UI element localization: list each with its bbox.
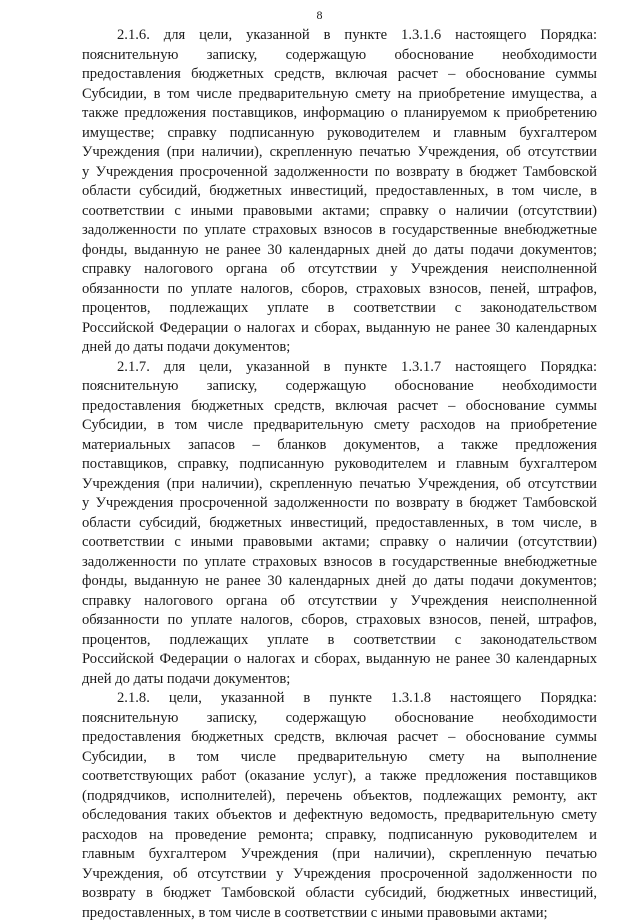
paragraph-line: 2.1.8. цели, указанной в пункте 1.3.1.8 настоящего Порядка: — [82, 689, 597, 709]
paragraph-line: области субсидий, бюджетных инвестиций, предоставленных, в том числе, в — [82, 514, 597, 534]
paragraph-line: задолженности по уплате страховых взносов в государственные внебюджетные — [82, 221, 597, 241]
paragraph-line: соответствии с иными правовыми актами; справку о наличии (отсутствии) — [82, 202, 597, 222]
paragraph-p-2-1-7 — [82, 358, 597, 690]
paragraph-line: Учреждения (при наличии), скрепленную печатью Учреждения, об отсутствии — [82, 475, 597, 495]
paragraph-line: у Учреждения просроченной задолженности по возврату в бюджет Тамбовской — [82, 494, 597, 514]
paragraph-line: пояснительную записку, содержащую обоснование необходимости — [82, 46, 597, 66]
paragraph-line: соответствующих работ (оказание услуг), а также предложения поставщиков — [82, 767, 597, 787]
paragraph-line: справку налогового органа об отсутствии у Учреждения неисполненной — [82, 260, 597, 280]
paragraph-line: возврату в бюджет Тамбовской области субсидий, бюджетных инвестиций, — [82, 884, 597, 904]
paragraph-line: фонды, выданную не ранее 30 календарных дней до даты подачи документов; — [82, 241, 597, 261]
paragraph-line: Субсидии, в том числе предварительную смету расходов на приобретение — [82, 416, 597, 436]
paragraph-line: справку налогового органа об отсутствии у Учреждения неисполненной — [82, 592, 597, 612]
paragraph-line: 2.1.6. для цели, указанной в пункте 1.3.1.6 настоящего Порядка: — [82, 26, 597, 46]
paragraph-line: у Учреждения просроченной задолженности по возврату в бюджет Тамбовской — [82, 163, 597, 183]
paragraph-line: предоставления бюджетных средств, включая расчет – обоснование суммы — [82, 728, 597, 748]
paragraph-line: поставщиков, справку, подписанную руководителем и главным бухгалтером — [82, 455, 597, 475]
paragraph-line: Российской Федерации о налогах и сборах, выданную не ранее 30 календарных — [82, 319, 597, 339]
document-body — [82, 26, 597, 923]
paragraph-line: (подрядчиков, исполнителей), перечень объектов, подлежащих ремонту, акт — [82, 787, 597, 807]
paragraph-line: Российской Федерации о налогах и сборах, выданную не ранее 30 календарных — [82, 650, 597, 670]
paragraph-line: пояснительную записку, содержащую обоснование необходимости — [82, 377, 597, 397]
paragraph-line: области субсидий, бюджетных инвестиций, предоставленных, в том числе, в — [82, 182, 597, 202]
paragraph-line: также предложения поставщиков, информацию о планируемом к приобретению — [82, 104, 597, 124]
paragraph-line: дней до даты подачи документов; — [82, 338, 597, 358]
paragraph-line: предоставленных, в том числе в соответствии с иными правовыми актами; — [82, 904, 597, 923]
paragraph-line: материальных запасов – бланков документов, а также предложения — [82, 436, 597, 456]
paragraph-line: Субсидии, в том числе предварительную смету на приобретение имущества, а — [82, 85, 597, 105]
paragraph-p-2-1-8 — [82, 689, 597, 923]
paragraph-line: процентов, подлежащих уплате в соответствии с законодательством — [82, 631, 597, 651]
paragraph-line: Учреждения (при наличии), скрепленную печатью Учреждения, об отсутствии — [82, 143, 597, 163]
paragraph-line: задолженности по уплате страховых взносов в государственные внебюджетные — [82, 553, 597, 573]
paragraph-p-2-1-6 — [82, 26, 597, 358]
paragraph-line: Учреждения, об отсутствии у Учреждения просроченной задолженности по — [82, 865, 597, 885]
paragraph-line: обследования таких объектов и дефектную ведомость, предварительную смету — [82, 806, 597, 826]
paragraph-line: главным бухгалтером Учреждения (при наличии), скрепленную печатью — [82, 845, 597, 865]
paragraph-line: пояснительную записку, содержащую обоснование необходимости — [82, 709, 597, 729]
paragraph-line: предоставления бюджетных средств, включая расчет – обоснование суммы — [82, 65, 597, 85]
paragraph-line: 2.1.7. для цели, указанной в пункте 1.3.1.7 настоящего Порядка: — [82, 358, 597, 378]
paragraph-line: фонды, выданную не ранее 30 календарных дней до даты подачи документов; — [82, 572, 597, 592]
paragraph-line: предоставления бюджетных средств, включая расчет – обоснование суммы — [82, 397, 597, 417]
paragraph-line: дней до даты подачи документов; — [82, 670, 597, 690]
paragraph-line: расходов на проведение ремонта; справку, подписанную руководителем и — [82, 826, 597, 846]
paragraph-line: обязанности по уплате налогов, сборов, страховых взносов, пеней, штрафов, — [82, 280, 597, 300]
paragraph-line: обязанности по уплате налогов, сборов, страховых взносов, пеней, штрафов, — [82, 611, 597, 631]
paragraph-line: имуществе; справку подписанную руководителем и главным бухгалтером — [82, 124, 597, 144]
page-number: 8 — [0, 8, 639, 22]
paragraph-line: соответствии с иными правовыми актами; справку о наличии (отсутствии) — [82, 533, 597, 553]
paragraph-line: процентов, подлежащих уплате в соответствии с законодательством — [82, 299, 597, 319]
paragraph-line: Субсидии, в том числе предварительную смету на выполнение — [82, 748, 597, 768]
